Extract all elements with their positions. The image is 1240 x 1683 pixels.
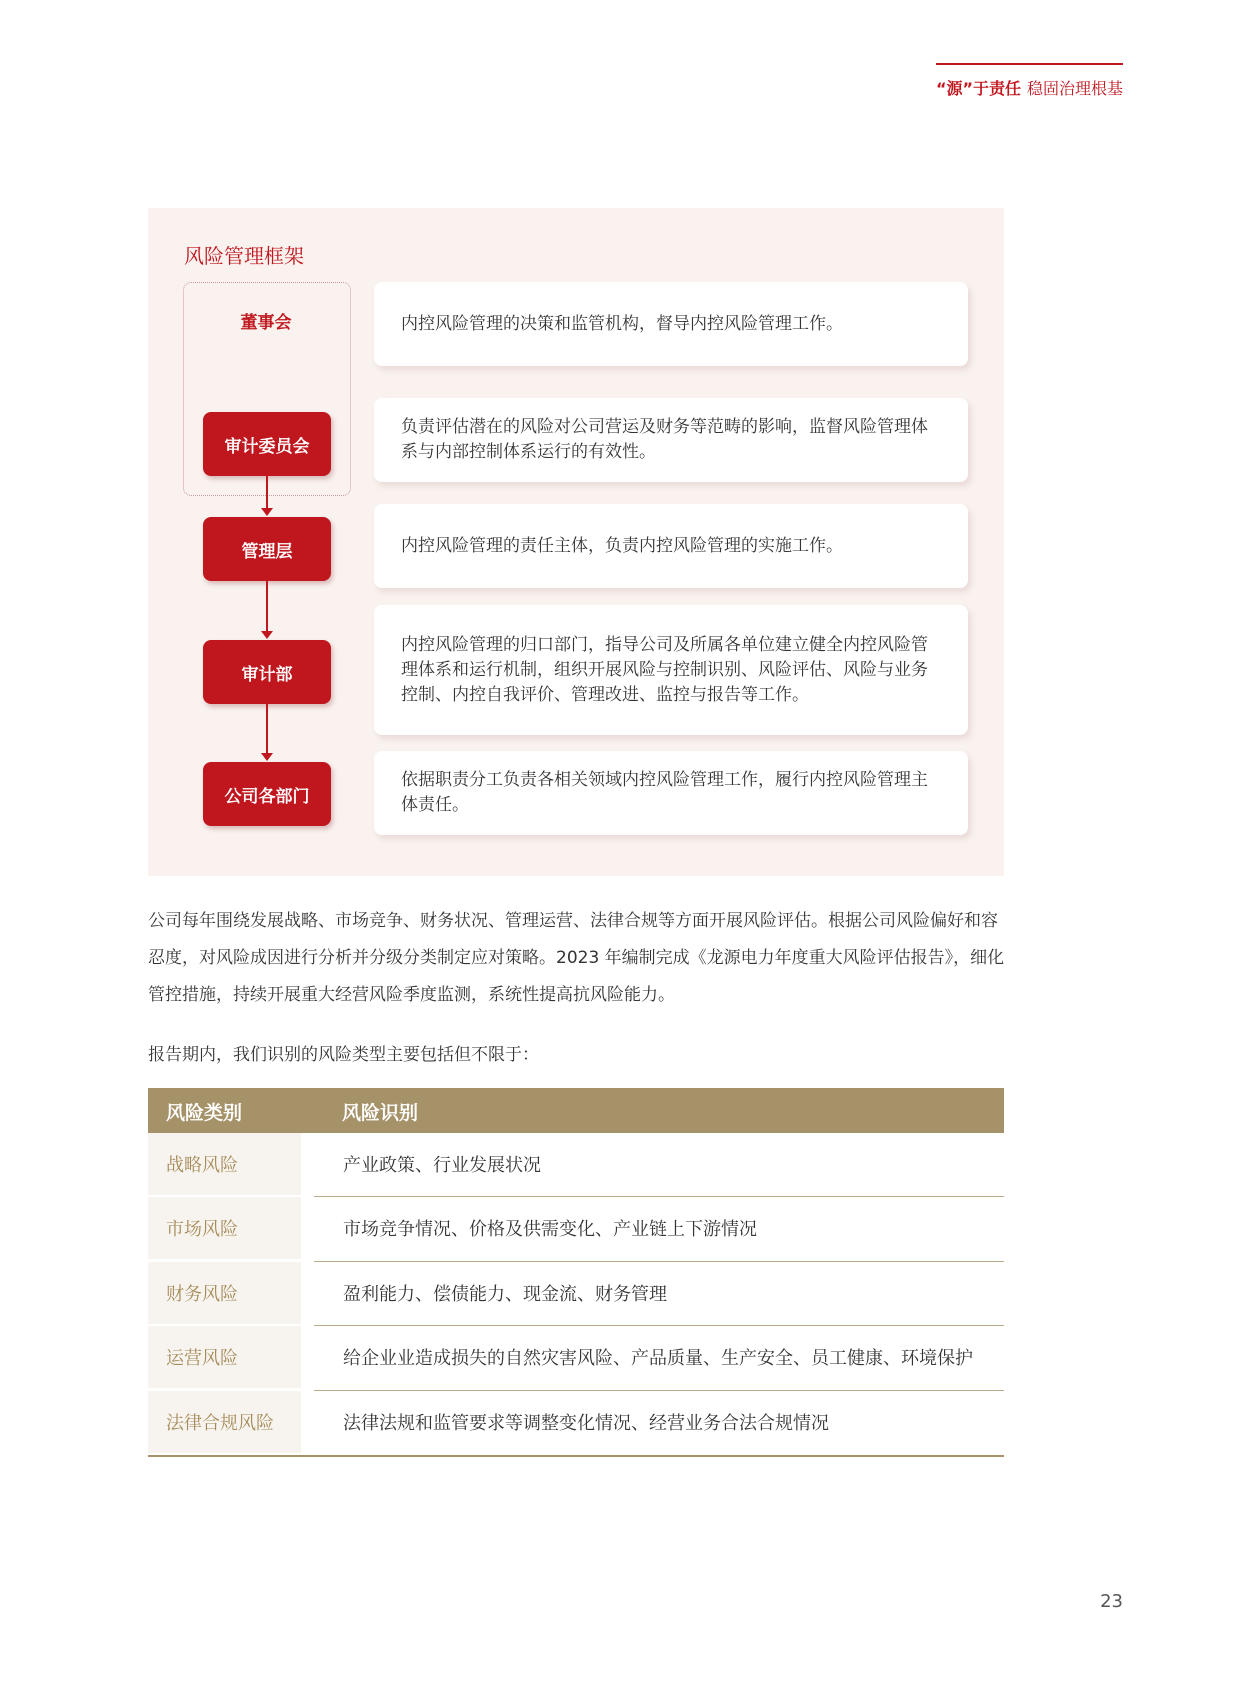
header-title-rest: 稳固治理根基 xyxy=(1026,79,1123,98)
header-title-bold: “源”于责任 xyxy=(935,79,1021,98)
management-box: 管理层 xyxy=(203,517,331,581)
table-bottom-rule xyxy=(148,1455,1004,1457)
risk-identification-cell: 盈利能力、偿债能力、现金流、财务管理 xyxy=(343,1284,667,1305)
company-departments-description-text: 依据职责分工负责各相关领域内控风险管理工作，履行内控风险管理主体责任。 xyxy=(401,770,928,815)
audit-committee-box: 审计委员会 xyxy=(203,412,331,476)
arrow-down-icon xyxy=(261,508,273,516)
audit-department-description xyxy=(374,605,968,735)
page-number: 23 xyxy=(1100,1591,1123,1612)
risk-types-intro: 报告期内，我们识别的风险类型主要包括但不限于： xyxy=(148,1045,539,1065)
framework-title: 风险管理框架 xyxy=(184,244,304,268)
risk-identification-cell: 法律法规和监管要求等调整变化情况、经营业务合法合规情况 xyxy=(343,1413,829,1434)
connector-line xyxy=(266,476,268,509)
audit-department-description-text: 内控风险管理的归口部门，指导公司及所属各单位建立健全内控风险管理体系和运行机制，组织开展风险与控制识别、风险评估、风险与业务控制、内控自我评价、管理改进、监控与报告等工作。 xyxy=(401,634,928,705)
header-risk-category: 风险类别 xyxy=(166,1102,243,1124)
audit-committee-description xyxy=(374,398,968,482)
page-header xyxy=(936,76,1123,99)
board-description xyxy=(374,282,968,366)
arrow-down-icon xyxy=(261,753,273,761)
company-departments-description xyxy=(374,751,968,835)
company-departments-box: 公司各部门 xyxy=(203,762,331,826)
risk-assessment-paragraph: 公司每年围绕发展战略、市场竞争、财务状况、管理运营、法律合规等方面开展风险评估。根据公司风险偏好和容忍度，对风险成因进行分析并分级分类制定应对策略。2023 年编制完成《龙源电力年度重大风险评估报告》，细化管控措施，持续开展重大经营风险季度监测，系统性提高抗风险能力。 xyxy=(148,911,1005,1005)
risk-table-header xyxy=(148,1088,1004,1133)
board-description-text: 内控风险管理的决策和监管机构，督导内控风险管理工作。 xyxy=(401,313,843,334)
board-label: 董事会 xyxy=(240,313,292,333)
risk-category-cell: 战略风险 xyxy=(148,1133,301,1195)
management-description xyxy=(374,504,968,588)
arrow-down-icon xyxy=(261,631,273,639)
audit-department-box: 审计部 xyxy=(203,640,331,704)
header-rule xyxy=(936,63,1123,65)
header-risk-identification: 风险识别 xyxy=(342,1102,419,1124)
risk-identification-cell: 给企业业造成损失的自然灾害风险、产品质量、生产安全、员工健康、环境保护 xyxy=(343,1348,973,1369)
connector-line xyxy=(266,581,268,632)
risk-identification-cell: 市场竞争情况、价格及供需变化、产业链上下游情况 xyxy=(343,1219,757,1240)
risk-category-cell: 市场风险 xyxy=(148,1197,301,1259)
connector-line xyxy=(266,704,268,754)
management-description-text: 内控风险管理的责任主体，负责内控风险管理的实施工作。 xyxy=(401,535,843,556)
risk-category-cell: 运营风险 xyxy=(148,1326,301,1388)
audit-committee-description-text: 负责评估潜在的风险对公司营运及财务等范畴的影响，监督风险管理体系与内部控制体系运行的有效性。 xyxy=(401,417,928,462)
risk-category-cell: 法律合规风险 xyxy=(148,1391,301,1453)
risk-category-cell: 财务风险 xyxy=(148,1262,301,1324)
risk-identification-cell: 产业政策、行业发展状况 xyxy=(343,1155,541,1176)
